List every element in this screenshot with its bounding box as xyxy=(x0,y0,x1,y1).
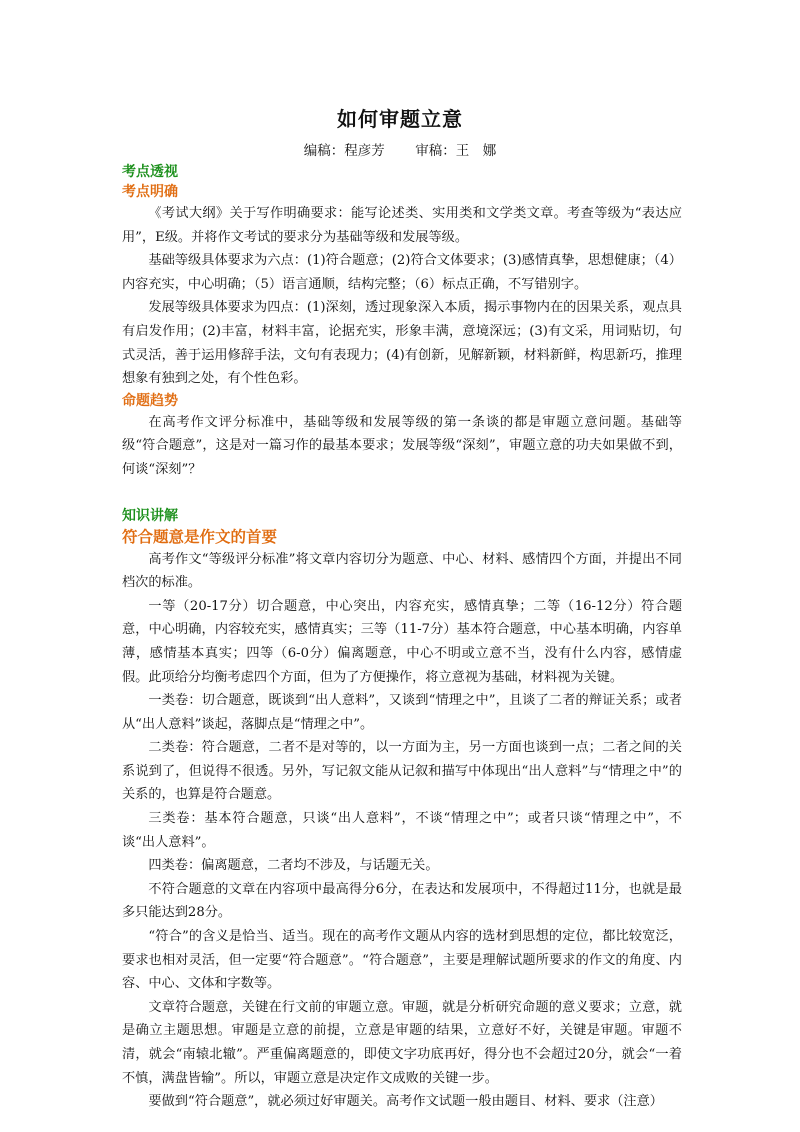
paragraph: 不符合题意的文章在内容项中最高得分6分，在表达和发展项中，不得超过11分，也就是最多只能达到28分。 xyxy=(122,881,682,921)
paragraph: 四类卷：偏离题意，二者均不涉及，与话题无关。 xyxy=(148,858,439,874)
reviewer-credit: 审稿：王 娜 xyxy=(415,143,497,159)
paragraph: 文章符合题意，关键在行文前的审题立意。审题，就是分析研究命题的意义要求；立意，就是确立主题思想。审题是立意的前提，立意是审题的结果，立意好不好，关键是审题。审题不清，就会“南辕北辙”。严重偏离题意的，即使文字功底再好，得分也不会超过20分，就会“一着不慎，满盘皆输”。所以，审题立意是决定作文成败的关键一步。 xyxy=(122,999,682,1086)
document-body xyxy=(122,162,682,1114)
document-title: 如何审题立意 xyxy=(337,107,463,131)
paragraph: 二类卷：符合题意，二者不是对等的，以一方面为主，另一方面也谈到一点；二者之间的关系说到了，但说得不很透。另外，写记叙文能从记叙和描写中体现出“出人意料”与“情理之中”的关系的，也算是符合题意。 xyxy=(122,740,682,803)
section-heading-exam-points: 考点透视 xyxy=(122,164,178,180)
paragraph: 要做到“符合题意”，就必须过好审题关。高考作文试题一般由题目、材料、要求（注意） xyxy=(148,1094,663,1110)
subheading-trend: 命题趋势 xyxy=(122,392,178,409)
byline xyxy=(0,141,800,161)
paragraph: 《考试大纲》关于写作明确要求：能写论述类、实用类和文学类文章。考查等级为“表达应用”，E级。并将作文考试的要求分为基础等级和发展等级。 xyxy=(122,206,682,245)
paragraph: 一等（20-17分）切合题意，中心突出，内容充实，感情真挚；二等（16-12分）符合题意，中心明确，内容较充实，感情真实；三等（11-7分）基本符合题意，中心基本明确，内容单薄，感情基本真实；四等（6-0分）偏离题意，中心不明或立意不当，没有什么内容，感情虚假。此项给分均衡考虑四个方面，但为了方便操作，将立意视为基础，材料视为关键。 xyxy=(122,598,682,685)
editor-credit: 编稿：程彦芳 xyxy=(303,143,385,159)
subheading-topic-first: 符合题意是作文的首要 xyxy=(122,527,278,546)
subheading-exam-requirements: 考点明确 xyxy=(122,184,178,200)
paragraph: “符合”的含义是恰当、适当。现在的高考作文题从内容的选材到思想的定位，都比较宽泛，要求也相对灵活，但一定要“符合题意”。“符合题意”，主要是理解试题所要求的作文的角度、内容、中心、文体和字数等。 xyxy=(122,929,682,992)
paragraph: 一类卷：切合题意，既谈到“出人意料”，又谈到“情理之中”，且谈了二者的辩证关系；或者从“出人意料”谈起，落脚点是“情理之中”。 xyxy=(122,693,682,732)
section-heading-knowledge: 知识讲解 xyxy=(122,507,178,524)
paragraph: 高考作文“等级评分标准”将文章内容切分为题意、中心、材料、感情四个方面，并提出不同档次的标准。 xyxy=(122,551,682,591)
paragraph: 基础等级具体要求为六点：(1)符合题意；(2)符合文体要求；(3)感情真挚，思想健康；（4）内容充实，中心明确；（5）语言通顺，结构完整；（6）标点正确，不写错别字。 xyxy=(122,253,682,292)
paragraph: 三类卷：基本符合题意，只谈“出人意料”，不谈“情理之中”；或者只谈“情理之中”，不谈“出人意料”。 xyxy=(122,811,682,850)
section-spacer xyxy=(122,482,682,506)
paragraph: 发展等级具体要求为四点：(1)深刻，透过现象深入本质，揭示事物内在的因果关系，观点具有启发作用；(2)丰富，材料丰富，论据充实，形象丰满，意境深远；(3)有文采，用词贴切，句式灵活，善于运用修辞手法，文句有表现力；(4)有创新，见解新颖，材料新鲜，构思新巧，推理想象有独到之处，有个性色彩。 xyxy=(122,300,682,387)
paragraph: 在高考作文评分标准中，基础等级和发展等级的第一条谈的都是审题立意问题。基础等级“符合题意”，这是对一篇习作的最基本要求；发展等级“深刻”，审题立意的功夫如果做不到，何谈“深刻”？ xyxy=(122,414,682,477)
